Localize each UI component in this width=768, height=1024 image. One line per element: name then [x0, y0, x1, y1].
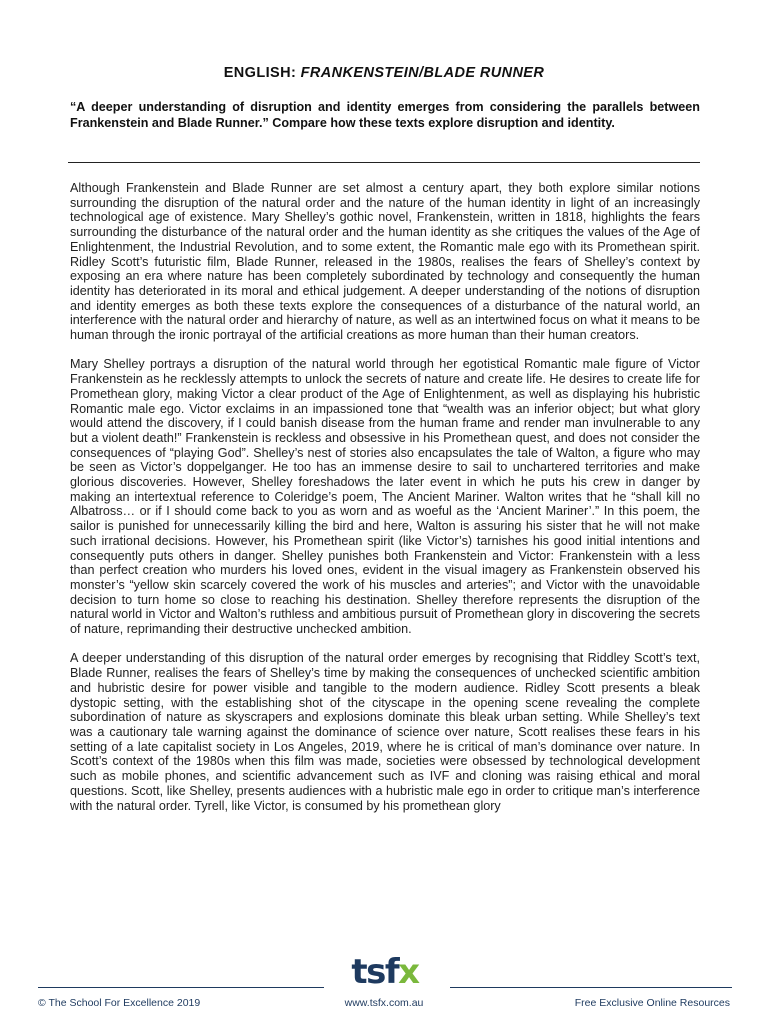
- paragraph-2: Mary Shelley portrays a disruption of the natural world through her egotistical Romantic male figure of Victor Frankenstein as he recklessly attempts to unlock the secrets of nature and create life. He desires to create life for Promethean glory, making Victor a clear product of the Age of Enlightenment, as well as displaying his hubristic Romantic male ego. Victor exclaims in an impassioned tone that “wealth was an inferior object; but what glory would attend the discovery, if I could banish disease from the human frame and render man invulnerable to any but a violent death!” Frankenstein is reckless and obsessive in his Promethean quest, and does not consider the consequences of “playing God”. Shelley’s nest of stories also encapsulates the tale of Walton, a figure who may be seen as Victor’s doppelganger. He too has an immense desire to sail to unchartered territories and make glorious discoveries. However, Shelley foreshadows the later event in which he puts his crew in danger by making an intertextual reference to Coleridge’s poem, The Ancient Mariner. Walton writes that he “shall kill no Albatross… or if I should come back to you as worn and as woeful as the ‘Ancient Mariner’.” In this poem, the sailor is punished for unnecessarily killing the bird and here, Walton is assuring his sister that he will not make such irrational decisions. However, his Promethean spirit (like Victor’s) tarnishes his good initial intentions and consequently puts others in danger. Shelley punishes both Frankenstein and Victor: Frankenstein with a less than perfect creation who murders his loved ones, evident in the visual imagery as Frankenstein observed his monster’s “yellow skin scarcely covered the work of his muscles and arteries”; and Victor with the unavoidable decision to turn home so close to reaching his destination. Shelley therefore represents the disruption of the natural world in Victor and Walton’s ruthless and ambitious pursuit of Promethean glory in discovering the secrets of nature, reprimanding their destructive unchecked ambition.: [70, 357, 700, 637]
- footer-resources: Free Exclusive Online Resources: [574, 997, 730, 1009]
- title-texts: FRANKENSTEIN/BLADE RUNNER: [300, 65, 545, 81]
- title-prefix: ENGLISH:: [223, 65, 301, 81]
- footer-website[interactable]: www.tsfx.com.au: [344, 997, 424, 1009]
- essay-question: “A deeper understanding of disruption and identity emerges from considering the parallels between Frankenstein and Blade Runner.” Compare how these texts explore disruption and identity.: [70, 100, 700, 130]
- footer-divider-left: [38, 987, 324, 988]
- paragraph-3: A deeper understanding of this disruption of the natural order emerges by recognising that Riddley Scott’s text, Blade Runner, realises the fears of Shelley’s time by making the consequences of unchecked scientific ambition and hubristic desire for power visible and tangible to the modern audience. Ridley Scott presents a bleak dystopic setting, with the establishing shot of the cityscape in the opening scene revealing the complete subordination of nature as skyscrapers and explosions dominate this bleak urban setting. While Shelley’s text was a cautionary tale warning against the dominance of science over nature, Scott realises these fears in his setting of a late capitalist society in Los Angeles, 2019, where he is critical of man’s dominance over nature. In Scott’s context of the 1980s when this film was made, societies were obsessed by technological development such as mobile phones, and scientific advancement such as IVF and cloning was raising ethical and moral questions. Scott, like Shelley, presents audiences with a hubristic male ego in order to critique man’s interference with the natural order. Tyrell, like Victor, is consumed by his promethean glory: [70, 651, 700, 813]
- footer-divider-right: [450, 987, 732, 988]
- header-divider: [68, 162, 700, 163]
- paragraph-1: Although Frankenstein and Blade Runner are set almost a century apart, they both explore similar notions surrounding the disruption of the natural order and the nature of the human identity in light of an increasingly technological age of existence. Mary Shelley’s gothic novel, Frankenstein, written in 1818, highlights the fears surrounding the disturbance of the natural order and the human identity as she critiques the values of the Age of Enlightenment, the Industrial Revolution, and to some extent, the Romantic male ego with its Promethean spirit. Ridley Scott’s futuristic film, Blade Runner, released in the 1980s, realises the fears of Shelley’s context by exposing an era where nature has been completely subordinated by technology and consequently the human identity has deteriorated in its moral and ethical judgement. A deeper understanding of the notions of disruption and identity emerges as both these texts explore the consequences of a disturbance of the natural world, an interference with the natural order and hierarchy of nature, as well as an intertwined focus on what it means to be human through the ironic portrayal of the artificial creations as more human than their human creators.: [70, 181, 700, 343]
- tsfx-logo: tsfx: [351, 952, 419, 992]
- footer-copyright: © The School For Excellence 2019: [38, 997, 201, 1009]
- page-title: [0, 65, 768, 81]
- essay-body: [70, 181, 700, 828]
